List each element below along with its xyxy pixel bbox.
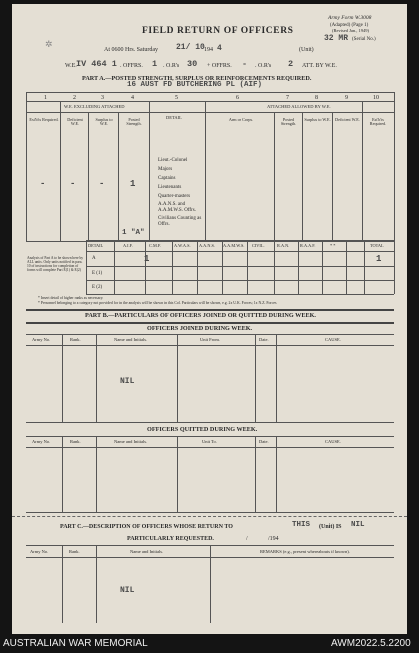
analysis-col-civil: CIVIL. (252, 243, 265, 248)
analysis-col-raaf: R.A.A.F. (300, 243, 316, 248)
joined-col-cause: CAUSE. (325, 337, 341, 342)
hdr-att-posted-strength: Posted Strength. (280, 117, 297, 127)
joined-col-date: Date. (259, 337, 269, 342)
hdr-posted-strength: Posted Strength. (126, 117, 142, 127)
col-number-5: 5 (175, 95, 178, 101)
rank-captains: Captains (158, 176, 176, 181)
quitted-col-date: Date. (259, 439, 269, 444)
unit-label: (Unit) (299, 47, 314, 53)
analysis-row-e2: E (2) (92, 285, 103, 290)
part-c-col-name: Name and Initials. (130, 549, 164, 554)
val-posted: 1 (130, 179, 136, 189)
col-number-1: 1 (44, 95, 47, 101)
col-number-2: 2 (73, 95, 76, 101)
col-number-6: 6 (236, 95, 239, 101)
ors-value-2: 2 (288, 59, 294, 69)
we-value: IV 464 1 (76, 59, 117, 69)
analysis-col-other: * * (330, 243, 336, 248)
we-excluding-attached: W.E. EXCLUDING ATTACHED (64, 104, 125, 109)
quitted-col-name: Name and Initials. (114, 439, 148, 444)
joined-col-rank: Rank. (70, 337, 81, 342)
val-estbts: - (40, 179, 46, 189)
part-a-table (26, 92, 395, 242)
plus-offrs-value: - (242, 59, 248, 69)
col-number-7: 7 (286, 95, 289, 101)
col-number-4: 4 (131, 95, 134, 101)
analysis-col-cmf: C.M.F. (149, 243, 161, 248)
part-c-requested: PARTICULARLY REQUESTED. (127, 536, 214, 542)
analysis-col-awas: A.W.A.S. (174, 243, 191, 248)
analysis-row-a: A (92, 256, 96, 261)
quitted-title: OFFICERS QUITTED DURING WEEK. (147, 426, 258, 433)
hdr-estbts-required: Est'b'ts Required. (29, 117, 59, 122)
footnote-1: * Insert detail of higher ranks as necessary. (38, 296, 104, 300)
serial-value: 32 MR (324, 34, 349, 43)
col-number-9: 9 (345, 95, 348, 101)
part-b-title: PART B.—PARTICULARS OF OFFICERS JOINED OR QUITTED DURING WEEK. (85, 312, 316, 319)
hdr-att-surplus: Surplus to W.E. (304, 117, 331, 122)
offrs-value: 1 (152, 59, 158, 69)
offrs-label: . OFFRS. (120, 63, 143, 69)
part-c-col-army-no: Army No. (30, 549, 49, 554)
form-ref-line3: (Revised Jan., 1949) (332, 28, 369, 33)
analysis-note: Analysis of Part A to be shown here by ALL units. Only units notified in para. 10 of instructions for completion of forms will complete Part E(1) & E(2) (27, 256, 84, 273)
val-surplus: - (99, 179, 105, 189)
year-digit: 4 (217, 44, 222, 53)
we-label: W.E. (65, 63, 77, 69)
analysis-row-e1: E (1) (92, 271, 103, 276)
hdr-att-estbts: Est'b'ts Required. (369, 117, 387, 127)
part-c-title: PART C.—DESCRIPTION OF OFFICERS WHOSE RETURN TO (60, 524, 233, 530)
footer-bar (0, 634, 419, 653)
analysis-col-total: TOTAL (370, 243, 384, 248)
stamp-mark: ✲ (45, 39, 53, 49)
joined-col-name: Name and Initials. (114, 337, 148, 342)
rank-civilians: Civilians Counting as Offrs. (158, 216, 202, 227)
joined-col-army-no: Army No. (32, 337, 51, 342)
return-date: 21/ 10 (176, 43, 205, 52)
attached-allowed: ATTACHED ALLOWED BY W.E. (267, 104, 331, 109)
hdr-att-deficient: Deficient W.E. (335, 117, 360, 122)
quitted-col-army-no: Army No. (32, 439, 51, 444)
analysis-col-aamws: A.A.M.W.S. (223, 243, 245, 248)
form-title: FIELD RETURN OF OFFICERS (142, 26, 294, 36)
year-prefix: 194 (204, 47, 213, 53)
analysis-detail: DETAIL (88, 243, 104, 248)
quitted-col-cause: CAUSE. (325, 439, 341, 444)
rank-lieutenants: Lieutenants (158, 185, 182, 190)
rank-aans: A.A.N.S. and A.A.M.W.S. Offrs. (158, 202, 196, 213)
part-c-this: THIS (292, 521, 311, 529)
rank-quartermasters: Quarter-masters (158, 194, 191, 199)
analysis-col-aif: A.I.F. (123, 243, 133, 248)
hdr-surplus: Surplus to W.E. (95, 117, 113, 127)
footer-accession: AWM2022.5.2200 (331, 638, 411, 649)
col-number-8: 8 (315, 95, 318, 101)
analysis-col-aans: A.A.N.S. (199, 243, 215, 248)
total-typed: 1 "A" (122, 229, 145, 237)
hdr-deficient: Deficient W.E. (67, 117, 83, 127)
at-hours-label: At 0600 Hrs. Saturday (104, 47, 158, 53)
part-c-year: /194 (268, 536, 279, 542)
form-ref-line2: (Adapted) (Page 1) (330, 23, 369, 28)
footer-credit: AUSTRALIAN WAR MEMORIAL (3, 638, 148, 649)
hdr-arm-or-corps: Arm or Corps. (228, 117, 254, 122)
joined-nil: NIL (120, 377, 135, 386)
part-c-col-remarks: REMARKS (e.g., present whereabouts if known). (260, 549, 350, 554)
joined-title: OFFICERS JOINED DURING WEEK. (147, 325, 253, 332)
unit-name-typed: 16 AUST FD BUTCHERING PL (AIF) (127, 81, 263, 89)
plus-offrs-label: + OFFRS. (207, 63, 232, 69)
form-sheet (12, 4, 407, 634)
footnote-2: * Personnel belonging to a category not provided for in the analysis will be shown in this Col. Particulars will be shown, e.g. 2x U.K. Forces; 1x N.Z. Forces (38, 301, 277, 305)
analysis-col-ran: R.A.N. (277, 243, 290, 248)
quitted-col-unit-to: Unit To. (202, 439, 217, 444)
ors-label-1: . O.R's (163, 63, 180, 69)
col-number-10: 10 (373, 95, 379, 101)
col-number-3: 3 (101, 95, 104, 101)
joined-col-unit-from: Unit From. (200, 337, 221, 342)
ors-value-1: 30 (187, 59, 198, 69)
part-c-nil: NIL (120, 586, 135, 595)
quitted-col-rank: Rank. (70, 439, 81, 444)
form-ref-line1: Army Form W.3008 (328, 15, 372, 21)
part-c-nil-value: NIL (351, 521, 365, 529)
serial-label: (Serial No.) (352, 37, 376, 42)
ors-label-2: . O.R's (255, 63, 272, 69)
rank-majors: Majors (158, 167, 173, 172)
att-label: ATT. BY W.E. (302, 63, 337, 69)
part-c-col-rank: Rank. (69, 549, 80, 554)
val-deficient: - (70, 179, 76, 189)
part-c-unit-is: (Unit) IS (319, 524, 342, 530)
analysis-total-value: 1 (376, 254, 382, 264)
analysis-aif-value: 1 (144, 254, 150, 264)
part-c-date-sep: / (246, 536, 248, 542)
part-a-title: PART A.—POSTED STRENGTH, SURPLUS OR REINFORCEMENTS REQUIRED. (82, 75, 312, 82)
rank-lt-colonel: Lieut.-Colonel (158, 158, 188, 163)
detail-header: DETAIL (166, 115, 182, 120)
